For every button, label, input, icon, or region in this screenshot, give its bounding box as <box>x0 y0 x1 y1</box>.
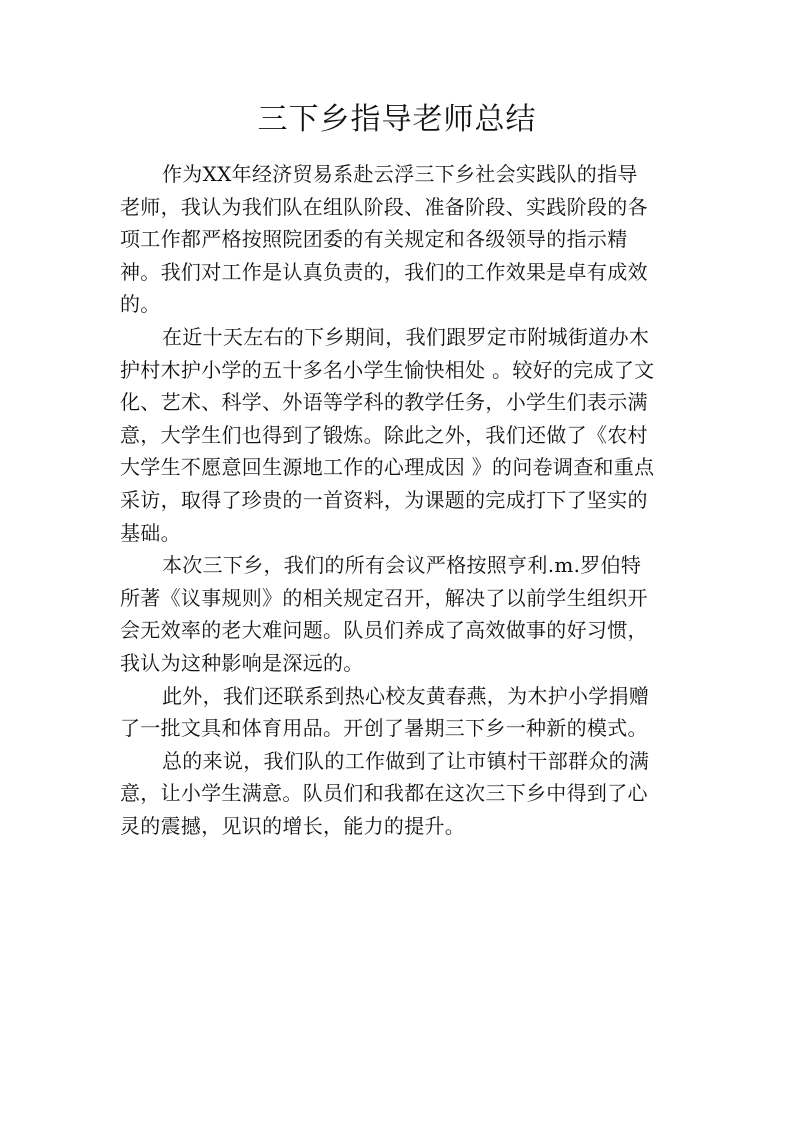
text-line: 意，大学生们也得到了锻炼。除此之外，我们还做了《农村 <box>120 422 648 447</box>
text-line: 的。 <box>120 292 161 317</box>
text-line: 大学生不愿意回生源地工作的心理成因 》的问卷调查和重点 <box>120 455 655 480</box>
text-line: 神。我们对工作是认真负责的，我们的工作效果是卓有成效 <box>120 259 648 284</box>
text-line: 在近十天左右的下乡期间，我们跟罗定市附城街道办木 <box>162 324 650 349</box>
text-line: 总的来说，我们队的工作做到了让市镇村干部群众的满 <box>162 748 650 773</box>
paragraph-3 <box>120 549 678 679</box>
paragraph-1 <box>120 158 678 321</box>
paragraph-4 <box>120 680 678 745</box>
text-line: 基础。 <box>120 520 181 545</box>
text-line: 我认为这种影响是深远的。 <box>120 650 364 675</box>
text-line: 意，让小学生满意。队员们和我都在这次三下乡中得到了心 <box>120 781 648 806</box>
paragraph-5 <box>120 745 678 843</box>
document-title: 三下乡指导老师总结 <box>257 102 537 137</box>
text-line: 老师，我认为我们队在组队阶段、准备阶段、实践阶段的各 <box>120 194 648 219</box>
text-line: 灵的震撼，见识的增长，能力的提升。 <box>120 813 466 838</box>
text-line: 了一批文具和体育用品。开创了暑期三下乡一种新的模式。 <box>120 716 648 741</box>
text-line: 护村木护小学的五十多名小学生愉快相处 。较好的完成了文 <box>120 357 655 382</box>
text-line: 项工作都严格按照院团委的有关规定和各级领导的指示精 <box>120 227 628 252</box>
paragraph-2 <box>120 321 678 549</box>
text-line: 所著《议事规则》的相关规定召开，解决了以前学生组织开 <box>120 585 648 610</box>
text-line: 会无效率的老大难问题。队员们养成了高效做事的好习惯， <box>120 618 648 643</box>
text-line: 本次三下乡，我们的所有会议严格按照亨利.m.罗伯特 <box>162 553 642 578</box>
text-line: 采访，取得了珍贵的一首资料，为课题的完成打下了坚实的 <box>120 487 648 512</box>
text-line: 此外，我们还联系到热心校友黄春燕，为木护小学捐赠 <box>162 683 650 708</box>
document-body <box>120 158 678 842</box>
text-line: 化、艺术、科学、外语等学科的教学任务，小学生们表示满 <box>120 390 648 415</box>
text-line: 作为XX年经济贸易系赴云浮三下乡社会实践队的指导 <box>162 162 638 186</box>
